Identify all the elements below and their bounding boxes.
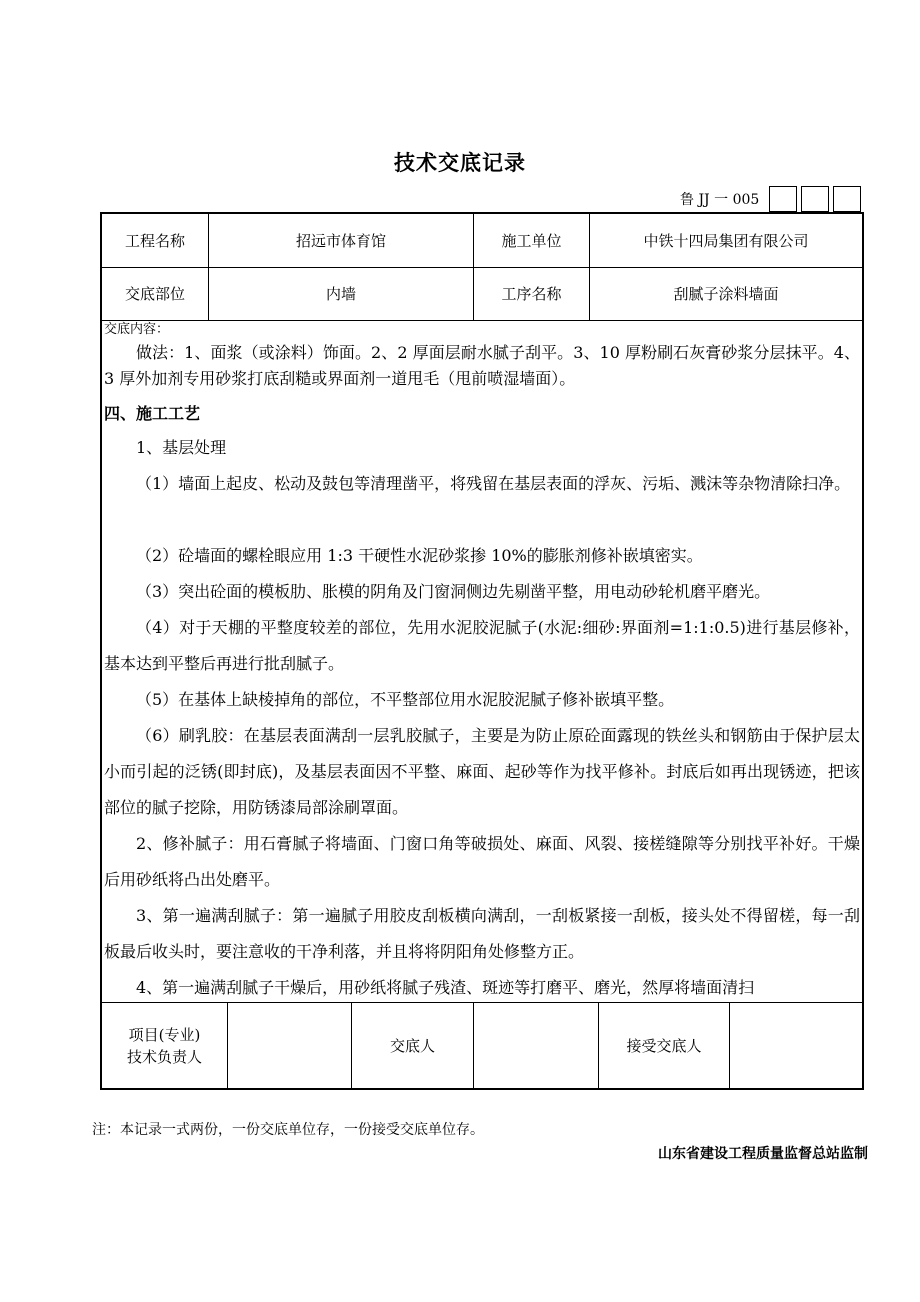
receiver-signature: [730, 1003, 862, 1089]
location-row: [102, 267, 862, 321]
paragraph-4: （4）对于天棚的平整度较差的部位，先用水泥胶泥腻子(水泥:细砂:界面剂=1:1:0.5)进行基层修补，基本达到平整后再进行批刮腻子。: [104, 618, 860, 673]
paragraph-1: （1）墙面上起皮、松动及鼓包等清理凿平，将残留在基层表面的浮灰、污垢、溅沫等杂物清除扫净。: [136, 474, 851, 493]
paragraph-3: （3）突出砼面的模板肋、胀模的阴角及门窗洞侧边先剔凿平整，用电动砂轮机磨平磨光。: [136, 582, 771, 601]
paragraph-9: 4、第一遍满刮腻子干燥后，用砂纸将腻子残渣、斑迹等打磨平、磨光，然厚将墙面清扫: [136, 978, 755, 997]
location-label: 交底部位: [102, 267, 209, 320]
code-box-3: [833, 186, 861, 212]
document-title: 技术交底记录: [394, 151, 526, 175]
process-name-value: 刮腻子涂料墙面: [673, 285, 779, 303]
briefing-content: [102, 320, 862, 1002]
tech-lead-signature: [228, 1003, 352, 1089]
paragraph-2: （2）砼墙面的螺栓眼应用 1:3 干硬性水泥砂浆掺 10%的膨胀剂修补嵌填密实。: [136, 546, 703, 565]
content-label: 交底内容：: [104, 322, 170, 337]
tech-lead-label-line1: 项目(专业): [128, 1026, 201, 1044]
supervisor-credit: 山东省建设工程质量监督总站监制: [658, 1146, 868, 1162]
tech-lead-label-line2: 技术负责人: [126, 1048, 202, 1066]
method-paragraph: 做法：1、面浆（或涂料）饰面。2、2 厚面层耐水腻子刮平。3、10 厚粉刷石灰膏砂浆分层抹平。4、3 厚外加剂专用砂浆打底刮糙或界面剂一道甩毛（甩前喷湿墙面）。: [104, 343, 860, 388]
presenter-label: 交底人: [352, 1003, 474, 1089]
project-name-label: 工程名称: [102, 214, 209, 267]
paragraph-5: （5）在基体上缺棱掉角的部位，不平整部位用水泥胶泥腻子修补嵌填平整。: [136, 690, 675, 709]
signature-row: [102, 1002, 862, 1089]
step-1-title: 1、基层处理: [136, 438, 227, 457]
section-heading: 四、施工工艺: [104, 404, 201, 423]
paragraph-6: （6）刷乳胶：在基层表面满刮一层乳胶腻子，主要是为防止原砼面露现的铁丝头和钢筋由于保护层太小而引起的泛锈(即封底)，及基层表面因不平整、麻面、起砂等作为找平修补。封底后如再出现锈迹，把该部位的腻子挖除，用防锈漆局部涂刷罩面。: [104, 726, 860, 817]
process-name-label: 工序名称: [474, 267, 590, 320]
construction-unit-label: 施工单位: [474, 214, 590, 267]
record-code: 鲁 JJ 一 005: [680, 192, 760, 208]
presenter-signature: [474, 1003, 599, 1089]
footnote: 注：本记录一式两份，一份交底单位存，一份接受交底单位存。: [92, 1122, 484, 1138]
location-value: 内墙: [209, 267, 474, 320]
tech-lead-label: [102, 1003, 228, 1089]
code-box-1: [769, 186, 797, 212]
paragraph-8: 3、第一遍满刮腻子：第一遍腻子用胶皮刮板横向满刮，一刮板紧接一刮板，接头处不得留槎，每一刮板最后收头时，要注意收的干净利落，并且将将阴阳角处修整方正。: [104, 906, 860, 961]
record-table: [100, 212, 864, 1090]
receiver-label: 接受交底人: [599, 1003, 730, 1089]
construction-unit-value: 中铁十四局集团有限公司: [643, 232, 809, 250]
project-row: [102, 214, 862, 268]
code-box-2: [801, 186, 829, 212]
paragraph-7: 2、修补腻子：用石膏腻子将墙面、门窗口角等破损处、麻面、风裂、接槎缝隙等分别找平补好。干燥后用砂纸将凸出处磨平。: [104, 834, 860, 889]
project-name-value: 招远市体育馆: [209, 214, 474, 267]
record-code-row: [680, 186, 861, 212]
